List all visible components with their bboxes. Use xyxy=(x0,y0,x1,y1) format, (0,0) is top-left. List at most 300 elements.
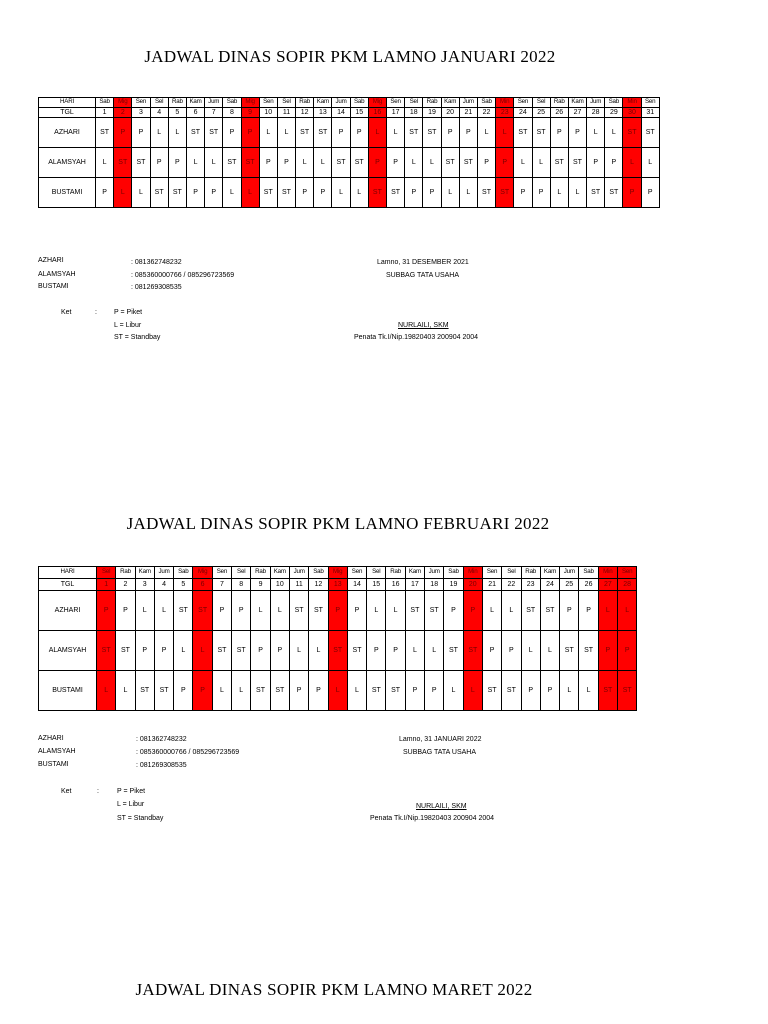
date-cell: 19 xyxy=(423,108,441,118)
day-cell: Sab xyxy=(350,98,368,108)
shift-cell: ST xyxy=(387,178,405,208)
day-row xyxy=(39,98,660,108)
shift-cell: L xyxy=(405,631,424,671)
shift-cell: ST xyxy=(579,631,598,671)
shift-cell: P xyxy=(96,178,114,208)
place-date: Lamno, 31 DESEMBER 2021 xyxy=(377,259,469,266)
ket-label: Ket xyxy=(61,309,72,316)
shift-cell: P xyxy=(241,118,259,148)
day-cell: Sab xyxy=(605,98,623,108)
shift-cell: ST xyxy=(350,148,368,178)
day-cell: Rab xyxy=(296,98,314,108)
date-cell: 7 xyxy=(212,579,231,591)
shift-cell: L xyxy=(205,148,223,178)
day-cell: Rab xyxy=(251,567,270,579)
shift-cell: P xyxy=(463,591,482,631)
shift-cell: L xyxy=(296,148,314,178)
shift-cell: P xyxy=(193,671,212,711)
shift-cell: L xyxy=(560,671,579,711)
day-cell: Sel xyxy=(367,567,386,579)
legend-item: L = Libur xyxy=(114,322,142,329)
schedule-table-february xyxy=(38,566,637,711)
shift-cell: ST xyxy=(114,148,132,178)
date-cell: 25 xyxy=(560,579,579,591)
day-cell: Sel xyxy=(150,98,168,108)
signer-name: NURLAILI, SKM xyxy=(398,322,449,329)
shift-cell: P xyxy=(232,591,251,631)
shift-cell: ST xyxy=(154,671,173,711)
day-cell: Jum xyxy=(154,567,173,579)
date-cell: 14 xyxy=(332,108,350,118)
shift-cell: ST xyxy=(368,178,386,208)
date-cell: 3 xyxy=(132,108,150,118)
shift-cell: L xyxy=(444,671,463,711)
date-cell: 12 xyxy=(296,108,314,118)
day-cell: Kam xyxy=(568,98,586,108)
date-cell: 4 xyxy=(154,579,173,591)
shift-cell: ST xyxy=(332,148,350,178)
shift-cell: ST xyxy=(186,118,204,148)
shift-cell: P xyxy=(560,591,579,631)
shift-cell: ST xyxy=(521,591,540,631)
table-row xyxy=(39,591,637,631)
shift-cell: P xyxy=(270,631,289,671)
day-cell: Jum xyxy=(459,98,477,108)
date-cell: 22 xyxy=(502,579,521,591)
date-cell: 2 xyxy=(114,108,132,118)
shift-cell: P xyxy=(550,118,568,148)
day-cell: Kam xyxy=(540,567,559,579)
day-cell: Sab xyxy=(579,567,598,579)
contact-name: BUSTAMI xyxy=(38,283,69,290)
date-cell: 31 xyxy=(641,108,659,118)
table-row xyxy=(39,178,660,208)
shift-cell: P xyxy=(135,631,154,671)
legend-item: P = Piket xyxy=(114,309,143,316)
date-cell: 10 xyxy=(259,108,277,118)
shift-cell: P xyxy=(332,118,350,148)
date-cell: 14 xyxy=(347,579,366,591)
shift-cell: ST xyxy=(347,631,366,671)
shift-cell: L xyxy=(605,118,623,148)
shift-cell: P xyxy=(350,118,368,148)
day-cell: Min xyxy=(598,567,617,579)
shift-cell: P xyxy=(405,178,423,208)
shift-cell: ST xyxy=(444,631,463,671)
contact-phone: : 081362748232 xyxy=(136,736,187,743)
shift-cell: P xyxy=(132,118,150,148)
day-cell: Sen xyxy=(347,567,366,579)
shift-cell: ST xyxy=(150,178,168,208)
shift-cell: P xyxy=(386,631,405,671)
shift-cell: P xyxy=(174,671,193,711)
driver-name: ALAMSYAH xyxy=(39,631,97,671)
schedule-title-january: JADWAL DINAS SOPIR PKM LAMNO JANUARI 2022 xyxy=(144,47,556,66)
shift-cell: ST xyxy=(605,178,623,208)
contact-phone: : 081269308535 xyxy=(136,762,187,769)
shift-cell: L xyxy=(386,591,405,631)
table-row xyxy=(39,631,637,671)
shift-cell: ST xyxy=(441,148,459,178)
shift-cell: L xyxy=(114,178,132,208)
shift-cell: L xyxy=(116,671,135,711)
date-cell: 7 xyxy=(205,108,223,118)
driver-name: BUSTAMI xyxy=(39,178,96,208)
day-cell: Min xyxy=(496,98,514,108)
contact-name: AZHARI xyxy=(38,257,64,264)
shift-cell: P xyxy=(259,148,277,178)
shift-cell: ST xyxy=(174,591,193,631)
day-cell: Sel xyxy=(232,567,251,579)
shift-cell: ST xyxy=(232,631,251,671)
signer-title: Penata Tk.I/Nip.19820403 200904 2004 xyxy=(370,815,495,822)
table-row xyxy=(39,148,660,178)
day-row-label: HARI xyxy=(39,567,97,579)
shift-cell: L xyxy=(502,591,521,631)
shift-cell: P xyxy=(496,148,514,178)
legend-item: ST = Standbay xyxy=(117,815,164,822)
shift-cell: P xyxy=(587,148,605,178)
shift-cell: P xyxy=(641,178,659,208)
shift-cell: L xyxy=(270,591,289,631)
date-cell: 8 xyxy=(232,579,251,591)
date-row xyxy=(39,579,637,591)
shift-cell: L xyxy=(259,118,277,148)
schedule-title-march: JADWAL DINAS SOPIR PKM LAMNO MARET 2022 xyxy=(135,980,533,999)
shift-cell: L xyxy=(212,671,231,711)
day-cell: Jum xyxy=(289,567,308,579)
date-cell: 29 xyxy=(605,108,623,118)
shift-cell: P xyxy=(521,671,540,711)
shift-cell: ST xyxy=(502,671,521,711)
shift-cell: P xyxy=(212,591,231,631)
shift-cell: L xyxy=(367,591,386,631)
shift-cell: L xyxy=(521,631,540,671)
shift-cell: P xyxy=(186,178,204,208)
shift-cell: P xyxy=(368,148,386,178)
shift-cell: ST xyxy=(241,148,259,178)
shift-cell: ST xyxy=(328,631,347,671)
shift-cell: P xyxy=(482,631,501,671)
date-cell: 11 xyxy=(289,579,308,591)
shift-cell: L xyxy=(96,148,114,178)
shift-cell: ST xyxy=(532,118,550,148)
date-cell: 9 xyxy=(241,108,259,118)
date-cell: 23 xyxy=(521,579,540,591)
shift-cell: L xyxy=(332,178,350,208)
shift-cell: ST xyxy=(97,631,116,671)
legend-item: P = Piket xyxy=(117,788,146,795)
date-cell: 22 xyxy=(477,108,495,118)
shift-cell: P xyxy=(532,178,550,208)
shift-cell: P xyxy=(387,148,405,178)
shift-cell: P xyxy=(116,591,135,631)
date-cell: 27 xyxy=(568,108,586,118)
shift-cell: P xyxy=(154,631,173,671)
date-cell: 16 xyxy=(386,579,405,591)
date-row-label: TGL xyxy=(39,579,97,591)
shift-cell: P xyxy=(459,118,477,148)
date-cell: 28 xyxy=(618,579,637,591)
shift-cell: P xyxy=(444,591,463,631)
shift-cell: L xyxy=(328,671,347,711)
shift-cell: P xyxy=(425,671,444,711)
shift-cell: L xyxy=(314,148,332,178)
day-cell: Sen xyxy=(212,567,231,579)
shift-cell: P xyxy=(150,148,168,178)
shift-cell: ST xyxy=(405,591,424,631)
date-cell: 26 xyxy=(550,108,568,118)
shift-cell: ST xyxy=(423,118,441,148)
date-cell: 20 xyxy=(441,108,459,118)
unit-name: SUBBAG TATA USAHA xyxy=(403,749,477,756)
shift-cell: L xyxy=(423,148,441,178)
shift-cell: ST xyxy=(367,671,386,711)
shift-cell: ST xyxy=(135,671,154,711)
day-cell: Mig xyxy=(368,98,386,108)
date-cell: 13 xyxy=(314,108,332,118)
shift-cell: L xyxy=(459,178,477,208)
shift-cell: ST xyxy=(550,148,568,178)
signer-name: NURLAILI, SKM xyxy=(416,803,467,810)
date-cell: 9 xyxy=(251,579,270,591)
contact-phone: : 081269308535 xyxy=(131,284,182,291)
contact-phone: : 085360000766 / 085296723569 xyxy=(136,749,240,756)
day-cell: Kam xyxy=(314,98,332,108)
shift-cell: L xyxy=(241,178,259,208)
shift-cell: ST xyxy=(560,631,579,671)
shift-cell: P xyxy=(514,178,532,208)
day-cell: Mig xyxy=(241,98,259,108)
shift-cell: L xyxy=(623,148,641,178)
shift-cell: ST xyxy=(314,118,332,148)
shift-cell: ST xyxy=(270,671,289,711)
unit-name: SUBBAG TATA USAHA xyxy=(386,272,460,279)
shift-cell: ST xyxy=(132,148,150,178)
shift-cell: L xyxy=(482,591,501,631)
table-row xyxy=(39,118,660,148)
shift-cell: L xyxy=(277,118,295,148)
contact-name: ALAMSYAH xyxy=(38,748,76,755)
shift-cell: P xyxy=(540,671,559,711)
shift-cell: ST xyxy=(598,671,617,711)
shift-cell: L xyxy=(186,148,204,178)
shift-cell: L xyxy=(232,671,251,711)
shift-cell: ST xyxy=(96,118,114,148)
day-cell: Sen xyxy=(387,98,405,108)
date-cell: 16 xyxy=(368,108,386,118)
day-row xyxy=(39,567,637,579)
day-cell: Kam xyxy=(441,98,459,108)
day-cell: Kam xyxy=(270,567,289,579)
date-cell: 30 xyxy=(623,108,641,118)
day-cell: Sen xyxy=(132,98,150,108)
date-cell: 2 xyxy=(116,579,135,591)
day-cell: Sel xyxy=(405,98,423,108)
day-cell: Sen xyxy=(482,567,501,579)
shift-cell: ST xyxy=(277,178,295,208)
day-cell: Sab xyxy=(444,567,463,579)
date-cell: 17 xyxy=(387,108,405,118)
shift-cell: L xyxy=(641,148,659,178)
date-cell: 6 xyxy=(193,579,212,591)
shift-cell: P xyxy=(477,148,495,178)
shift-cell: P xyxy=(598,631,617,671)
shift-cell: ST xyxy=(463,631,482,671)
shift-cell: P xyxy=(441,118,459,148)
ket-colon: : xyxy=(97,788,99,795)
shift-cell: ST xyxy=(540,591,559,631)
date-row xyxy=(39,108,660,118)
shift-cell: ST xyxy=(193,591,212,631)
date-cell: 21 xyxy=(459,108,477,118)
shift-cell: ST xyxy=(296,118,314,148)
schedule-table-january xyxy=(38,97,660,208)
shift-cell: P xyxy=(623,178,641,208)
date-cell: 15 xyxy=(367,579,386,591)
date-cell: 17 xyxy=(405,579,424,591)
contact-phone: : 081362748232 xyxy=(131,259,182,266)
signer-title: Penata Tk.I/Nip.19820403 200904 2004 xyxy=(354,334,479,341)
contact-name: AZHARI xyxy=(38,735,64,742)
shift-cell: ST xyxy=(223,148,241,178)
shift-cell: P xyxy=(296,178,314,208)
day-cell: Rab xyxy=(116,567,135,579)
day-cell: Sab xyxy=(477,98,495,108)
date-cell: 5 xyxy=(174,579,193,591)
driver-name: BUSTAMI xyxy=(39,671,97,711)
shift-cell: L xyxy=(514,148,532,178)
shift-cell: L xyxy=(387,118,405,148)
shift-cell: P xyxy=(289,671,308,711)
date-cell: 18 xyxy=(405,108,423,118)
shift-cell: P xyxy=(97,591,116,631)
day-cell: Min xyxy=(463,567,482,579)
date-cell: 20 xyxy=(463,579,482,591)
shift-cell: P xyxy=(205,178,223,208)
day-cell: Jum xyxy=(587,98,605,108)
driver-name: AZHARI xyxy=(39,118,96,148)
day-cell: Rab xyxy=(521,567,540,579)
day-cell: Min xyxy=(623,98,641,108)
day-cell: Mig xyxy=(328,567,347,579)
shift-cell: P xyxy=(114,118,132,148)
shift-cell: ST xyxy=(514,118,532,148)
shift-cell: L xyxy=(579,671,598,711)
day-cell: Jum xyxy=(425,567,444,579)
day-cell: Jum xyxy=(332,98,350,108)
shift-cell: L xyxy=(309,631,328,671)
driver-name: AZHARI xyxy=(39,591,97,631)
shift-cell: ST xyxy=(309,591,328,631)
shift-cell: P xyxy=(405,671,424,711)
shift-cell: L xyxy=(425,631,444,671)
shift-cell: L xyxy=(168,118,186,148)
shift-cell: P xyxy=(605,148,623,178)
shift-cell: ST xyxy=(116,631,135,671)
day-cell: Sen xyxy=(514,98,532,108)
shift-cell: L xyxy=(540,631,559,671)
day-cell: Sel xyxy=(277,98,295,108)
contact-name: BUSTAMI xyxy=(38,761,69,768)
shift-cell: ST xyxy=(259,178,277,208)
day-cell: Sel xyxy=(502,567,521,579)
shift-cell: L xyxy=(350,178,368,208)
shift-cell: L xyxy=(97,671,116,711)
shift-cell: ST xyxy=(641,118,659,148)
day-cell: Sen xyxy=(641,98,659,108)
day-cell: Rab xyxy=(168,98,186,108)
ket-label: Ket xyxy=(61,788,72,795)
shift-cell: L xyxy=(568,178,586,208)
date-cell: 24 xyxy=(514,108,532,118)
shift-cell: ST xyxy=(496,178,514,208)
shift-cell: ST xyxy=(568,148,586,178)
date-cell: 5 xyxy=(168,108,186,118)
day-cell: Sab xyxy=(223,98,241,108)
shift-cell: P xyxy=(223,118,241,148)
date-cell: 24 xyxy=(540,579,559,591)
place-date: Lamno, 31 JANUARI 2022 xyxy=(399,736,482,743)
date-cell: 21 xyxy=(482,579,501,591)
shift-cell: P xyxy=(568,118,586,148)
schedule-title-february: JADWAL DINAS SOPIR PKM LAMNO FEBRUARI 2022 xyxy=(126,514,550,533)
date-cell: 28 xyxy=(587,108,605,118)
date-cell: 11 xyxy=(277,108,295,118)
day-cell: Sen xyxy=(618,567,637,579)
contact-name: ALAMSYAH xyxy=(38,271,76,278)
shift-cell: ST xyxy=(623,118,641,148)
day-cell: Sel xyxy=(97,567,116,579)
shift-cell: P xyxy=(502,631,521,671)
shift-cell: ST xyxy=(425,591,444,631)
shift-cell: ST xyxy=(482,671,501,711)
day-cell: Rab xyxy=(423,98,441,108)
date-cell: 8 xyxy=(223,108,241,118)
shift-cell: L xyxy=(174,631,193,671)
shift-cell: P xyxy=(251,631,270,671)
shift-cell: ST xyxy=(587,178,605,208)
shift-cell: ST xyxy=(212,631,231,671)
date-cell: 12 xyxy=(309,579,328,591)
day-cell: Jum xyxy=(205,98,223,108)
day-cell: Mig xyxy=(193,567,212,579)
shift-cell: P xyxy=(328,591,347,631)
shift-cell: P xyxy=(423,178,441,208)
date-cell: 10 xyxy=(270,579,289,591)
shift-cell: L xyxy=(618,591,637,631)
day-cell: Sab xyxy=(174,567,193,579)
shift-cell: L xyxy=(135,591,154,631)
shift-cell: ST xyxy=(618,671,637,711)
shift-cell: P xyxy=(618,631,637,671)
date-cell: 15 xyxy=(350,108,368,118)
shift-cell: ST xyxy=(205,118,223,148)
shift-cell: L xyxy=(496,118,514,148)
shift-cell: L xyxy=(441,178,459,208)
shift-cell: L xyxy=(223,178,241,208)
legend-item: ST = Standbay xyxy=(114,334,161,341)
day-row-label: HARI xyxy=(39,98,96,108)
shift-cell: P xyxy=(579,591,598,631)
driver-name: ALAMSYAH xyxy=(39,148,96,178)
shift-cell: L xyxy=(463,671,482,711)
shift-cell: L xyxy=(550,178,568,208)
date-cell: 23 xyxy=(496,108,514,118)
date-cell: 1 xyxy=(96,108,114,118)
date-cell: 6 xyxy=(186,108,204,118)
shift-cell: L xyxy=(289,631,308,671)
